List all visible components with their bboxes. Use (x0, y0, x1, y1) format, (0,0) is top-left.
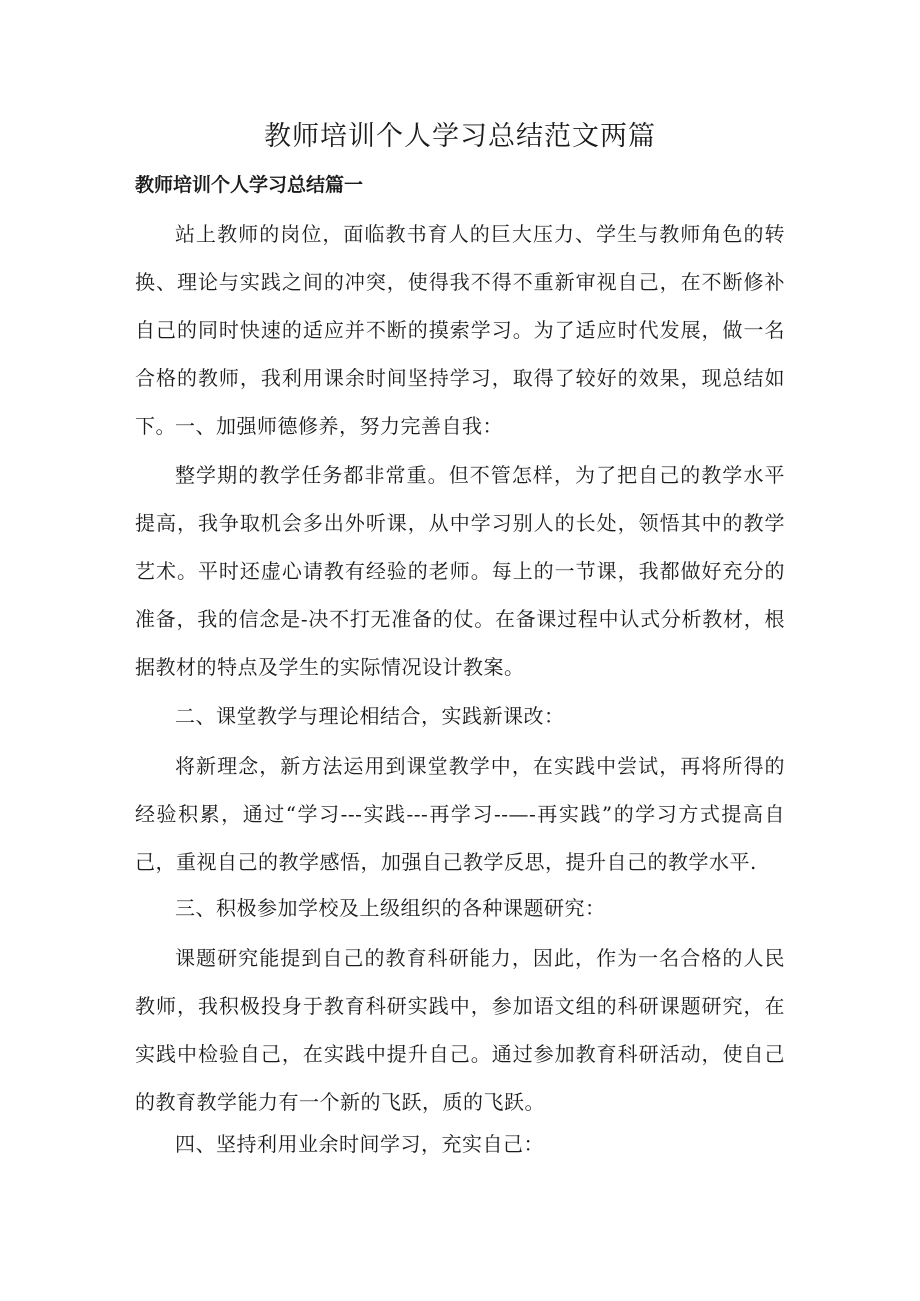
subheading-classroom: 二、课堂教学与理论相结合，实践新课改： (175, 704, 565, 728)
document-title: 教师培训个人学习总结范文两篇 (264, 121, 656, 152)
paragraph-ethics: 整学期的教学任务都非常重。但不管怎样，为了把自己的教学水平提高，我争取机会多出外听课，从中学习别人的长处，领悟其中的教学艺术。平时还虚心请教有经验的老师。每上的一节课，我都做好充分的准备，我的信念是-决不打无准备的仗。在备课过程中认式分析教材，根据教材的特点及学生的实际情况设计教案。 (135, 463, 785, 679)
section-heading: 教师培训个人学习总结篇一 (135, 174, 364, 196)
paragraph-classroom: 将新理念，新方法运用到课堂教学中，在实践中尝试，再将所得的经验积累，通过“学习---实践---再学习--—-再实践”的学习方式提高自己，重视自己的教学感悟，加强自己教学反思，提升自己的教学水平. (135, 754, 785, 874)
subheading-ethics: 一、加强师德修养，努力完善自我： (175, 414, 503, 438)
paragraph-intro: 站上教师的岗位，面临教书育人的巨大压力、学生与教师角色的转换、理论与实践之间的冲突，使得我不得不重新审视自己，在不断修补自己的同时快速的适应并不断的摸索学习。为了适应时代发展，做一名合格的教师，我利用课余时间坚持学习，取得了较好的效果，现总结如下。 (135, 222, 785, 438)
subheading-self-study: 四、坚持利用业余时间学习，充实自己： (175, 1132, 544, 1156)
paragraph-research: 课题研究能提到自己的教育科研能力，因此，作为一名合格的人民教师，我积极投身于教育科研实践中，参加语文组的科研课题研究，在实践中检验自己，在实践中提升自己。通过参加教育科研活动，使自己的教育教学能力有一个新的飞跃，质的飞跃。 (135, 946, 785, 1114)
subheading-research: 三、积极参加学校及上级组织的各种课题研究： (175, 896, 606, 920)
